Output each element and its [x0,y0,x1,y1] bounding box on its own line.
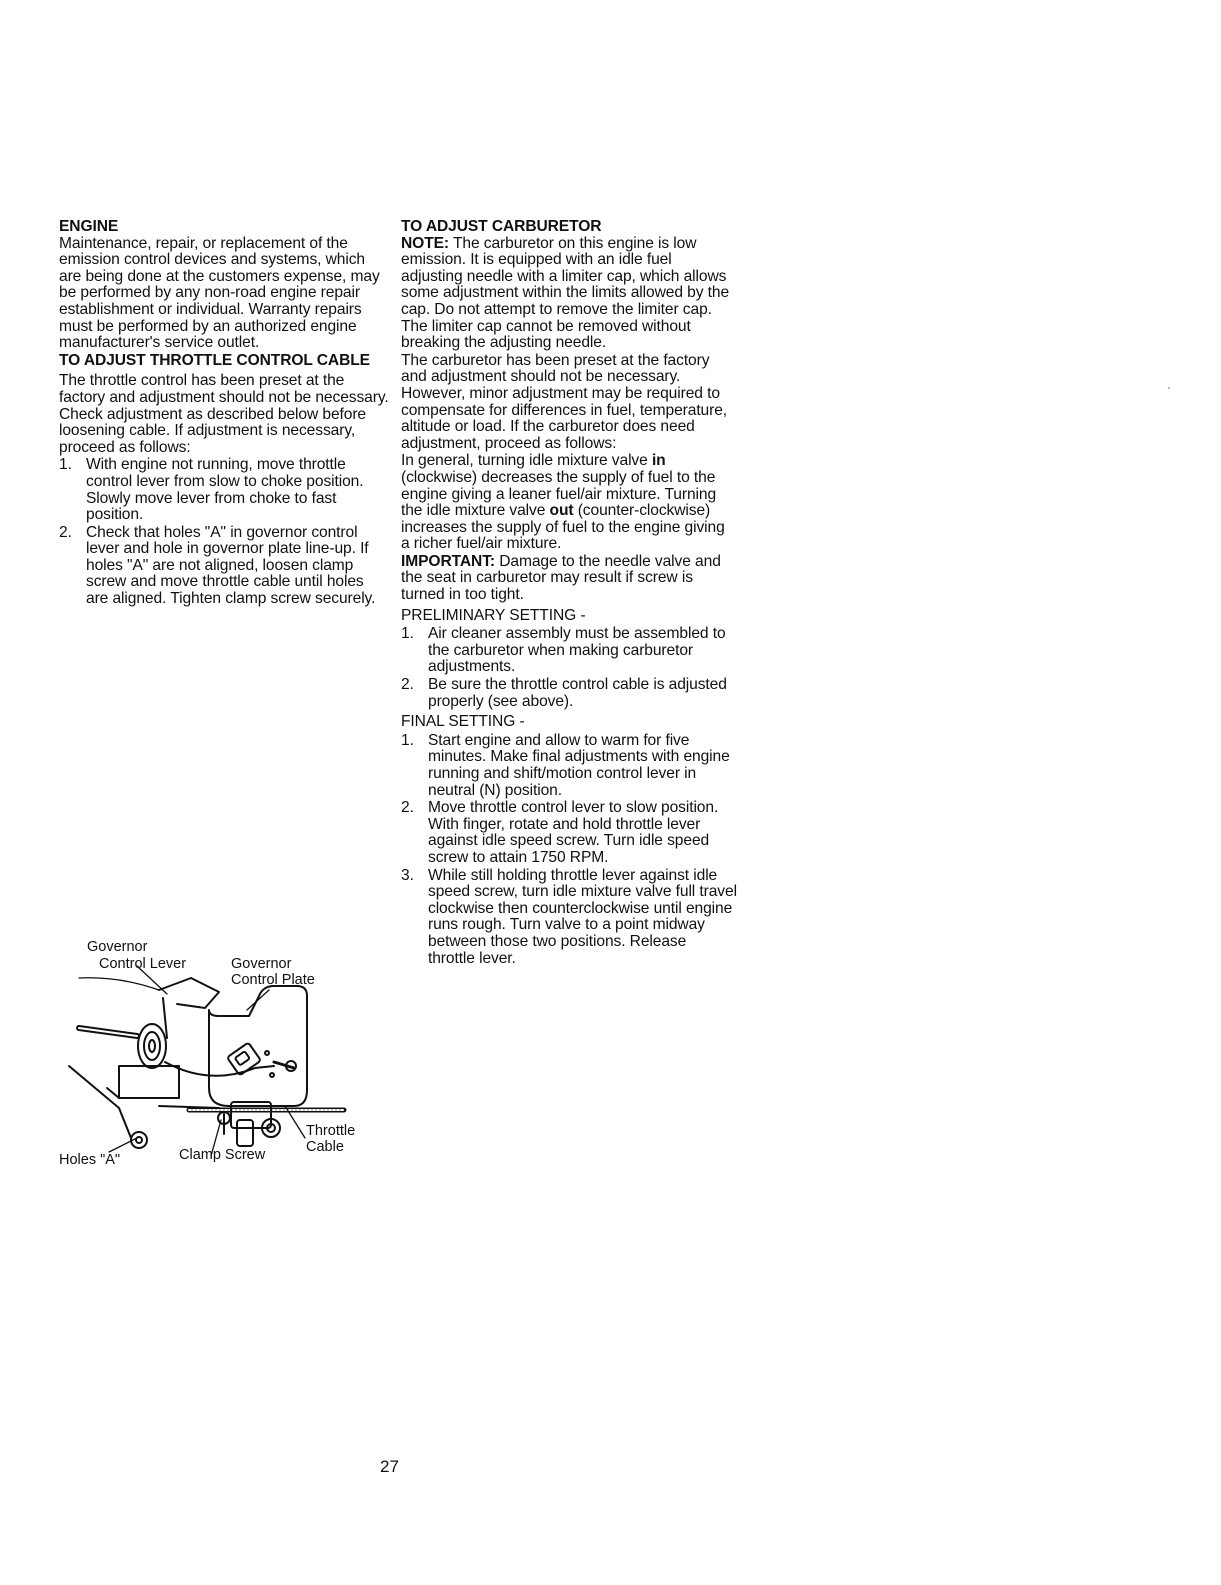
step-text: With engine not running, move throttle control lever from slow to choke position. Slowly move lever from choke to fast position. [86,456,364,524]
step-text: Air cleaner assembly must be assembled to the carburetor when making carburetor adjustments. [428,625,726,676]
general-paragraph [401,453,737,553]
list-item [401,733,737,799]
throttle-cable-figure [59,938,379,1170]
label-clamp-screw: Clamp Screw [179,1147,266,1163]
general-in-emphasis: in [651,452,666,470]
step-text: Move throttle control lever to slow position. With finger, rotate and hold throttle lever against idle speed screw. Turn idle speed screw to attain 1750 RPM. [428,799,719,866]
list-item [401,677,737,710]
note-paragraph [401,236,737,352]
general-text-1: In general, turning idle mixture valve [401,452,652,470]
general-text-2: (clockwise) decreases the supply of fuel to the engine giving a leaner fuel/air mixture. Turning the idle mixture valve [401,468,717,520]
list-item [59,457,389,523]
engine-heading: ENGINE [59,218,119,235]
important-paragraph [401,554,737,604]
label-throttle-cable-line1: Throttle [306,1123,356,1139]
step-text: Be sure the throttle control cable is adjusted properly (see above). [428,676,727,710]
step-text: Check that holes "A" in governor control lever and hole in governor plate line-up. If holes "A" are not aligned, loosen clamp screw and move throttle cable until holes are aligned. Tighten clamp screw securely. [86,523,376,608]
step-number: 3. [401,866,414,884]
carburetor-heading: TO ADJUST CARBURETOR [401,218,602,235]
general-text-3: (counter-clockwise) increases the supply of fuel to the engine giving a richer fuel/air mixture. [401,502,725,553]
step-number: 1. [401,625,414,643]
throttle-steps [59,457,389,607]
step-text: Start engine and allow to warm for five minutes. Make final adjustments with engine running and shift/motion control lever in neutral (N) position. [428,731,730,799]
list-item [401,868,737,968]
note-label: NOTE: [401,234,450,252]
right-column [401,219,737,968]
label-governor-control-lever-line1: Governor [87,939,148,955]
list-item [401,626,737,676]
preliminary-steps [401,626,737,710]
important-text: Damage to the needle valve and the seat in carburetor may result if screw is turned in too tight. [401,552,721,604]
left-column [59,219,389,609]
step-text: While still holding throttle lever against idle speed screw, turn idle mixture valve full travel clockwise then counterclockwise until engine runs rough. Turn valve to a point midway between those two positions. Release throttle lever. [428,866,737,967]
scan-speck [1168,387,1170,389]
preset-paragraph: The carburetor has been preset at the factory and adjustment should not be necessary. However, minor adjustment may be required to compensate for differences in fuel, temperature, altitude or load. If the carburetor does need adjustment, proceed as follows: [401,351,728,452]
preliminary-setting-heading: PRELIMINARY SETTING - [401,606,586,624]
label-throttle-cable-line2: Cable [306,1139,344,1155]
label-governor-control-plate-line1: Governor [231,956,292,972]
engine-paragraph: Maintenance, repair, or replacement of the emission control devices and systems, which are being done at the customers expense, may be performed by any non-road engine repair establishment or individual. Warranty repairs must be performed by an authorized engine manufacturer's service outlet. [59,234,380,352]
step-number: 2. [401,676,414,694]
note-text: The carburetor on this engine is low emission. It is equipped with an idle fuel adjusting needle with a limiter cap, which allows some adjustment within the limits allowed by the cap. Do not attempt to remove the limiter cap. The limiter cap cannot be removed without breaking the adjusting needle. [401,234,730,352]
important-label: IMPORTANT: [401,552,495,570]
label-governor-control-plate-line2: Control Plate [231,972,315,988]
list-item [401,800,737,866]
list-item [59,525,389,608]
step-number: 2. [59,523,72,541]
label-governor-control-lever-line2: Control Lever [99,956,187,972]
throttle-paragraph: The throttle control has been preset at the factory and adjustment should not be necessary. Check adjustment as described below before loosening cable. If adjustment is necessary, proceed as follows: [59,372,389,456]
final-setting-heading: FINAL SETTING - [401,713,525,731]
general-out-emphasis: out [549,502,574,520]
throttle-heading: TO ADJUST THROTTLE CONTROL CABLE [59,351,370,369]
step-number: 2. [401,799,414,817]
page-number: 27 [380,1457,399,1476]
final-steps [401,733,737,967]
label-holes-a: Holes "A" [59,1152,121,1168]
step-number: 1. [59,456,72,474]
step-number: 1. [401,731,414,749]
